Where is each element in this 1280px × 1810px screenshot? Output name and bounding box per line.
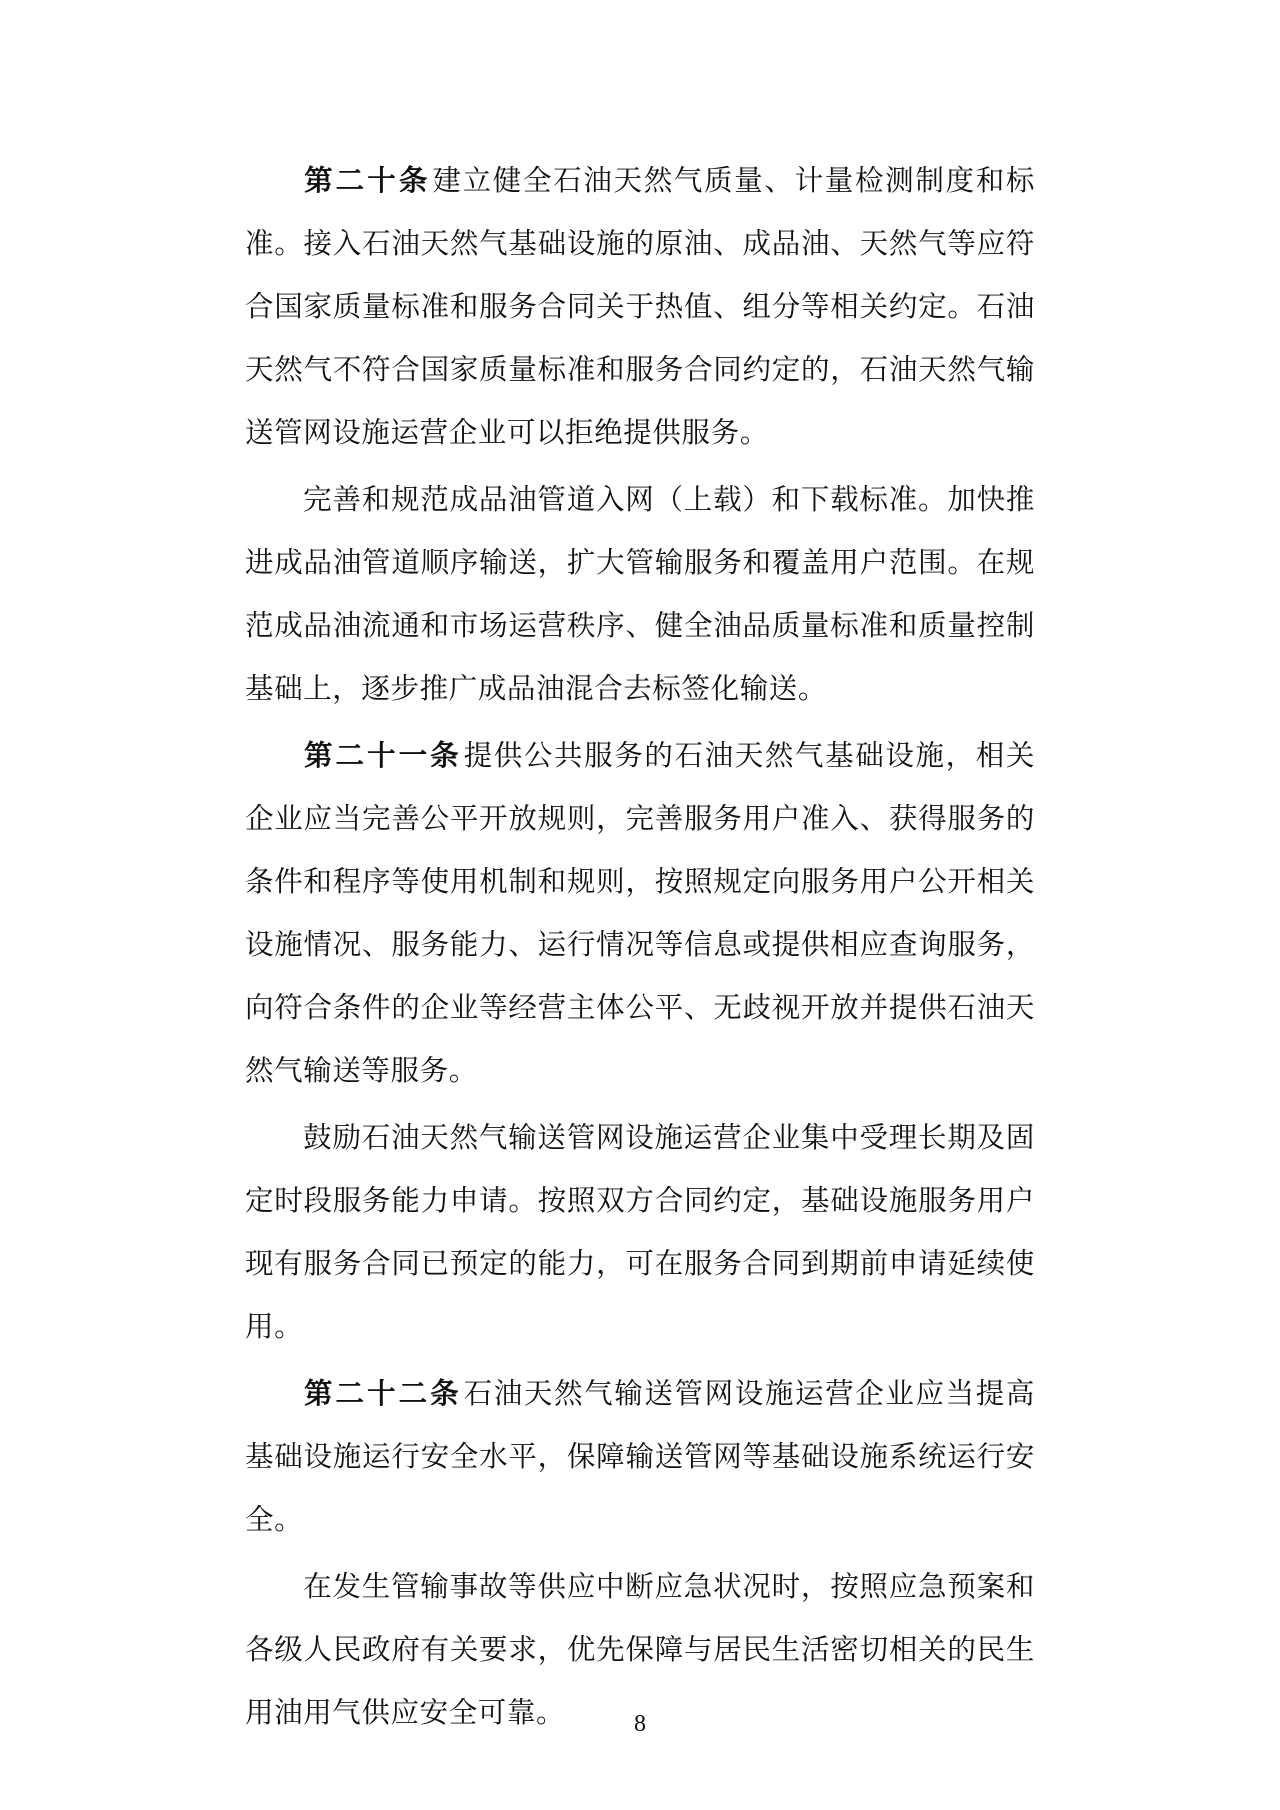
paragraph-article-22: [245, 1363, 1035, 1552]
document-body: [245, 150, 1035, 1745]
article-text: 完善和规范成品油管道入网（上载）和下载标准。加快推进成品油管道顺序输送，扩大管输服务和覆盖用户范围。在规范成品油流通和市场运营秩序、健全油品质量标准和质量控制基础上，逐步推广成品油混合去标签化输送。: [245, 485, 1035, 705]
paragraph-article-20-2: [245, 469, 1035, 721]
article-text: 在发生管输事故等供应中断应急状况时，按照应急预案和各级人民政府有关要求，优先保障与居民生活密切相关的民生用油用气供应安全可靠。: [245, 1572, 1035, 1729]
article-text: 鼓励石油天然气输送管网设施运营企业集中受理长期及固定时段服务能力申请。按照双方合同约定，基础设施服务用户现有服务合同已预定的能力，可在服务合同到期前申请延续使用。: [245, 1123, 1035, 1343]
article-text: 石油天然气输送管网设施运营企业应当提高基础设施运行安全水平，保障输送管网等基础设施系统运行安全。: [245, 1379, 1035, 1536]
paragraph-article-21: [245, 725, 1035, 1103]
page-number: 8: [634, 1711, 646, 1737]
article-text: 建立健全石油天然气质量、计量检测制度和标准。接入石油天然气基础设施的原油、成品油、天然气等应符合国家质量标准和服务合同关于热值、组分等相关约定。石油天然气不符合国家质量标准和服务合同约定的，石油天然气输送管网设施运营企业可以拒绝提供服务。: [245, 166, 1035, 449]
article-label: 第二十条: [303, 166, 431, 197]
article-text: 提供公共服务的石油天然气基础设施，相关企业应当完善公平开放规则，完善服务用户准入、获得服务的条件和程序等使用机制和规则，按照规定向服务用户公开相关设施情况、服务能力、运行情况等信息或提供相应查询服务，向符合条件的企业等经营主体公平、无歧视开放并提供石油天然气输送等服务。: [245, 741, 1035, 1087]
article-label: 第二十一条: [303, 741, 462, 772]
paragraph-article-20: [245, 150, 1035, 465]
article-label: 第二十二条: [303, 1379, 462, 1410]
paragraph-article-21-2: [245, 1107, 1035, 1359]
